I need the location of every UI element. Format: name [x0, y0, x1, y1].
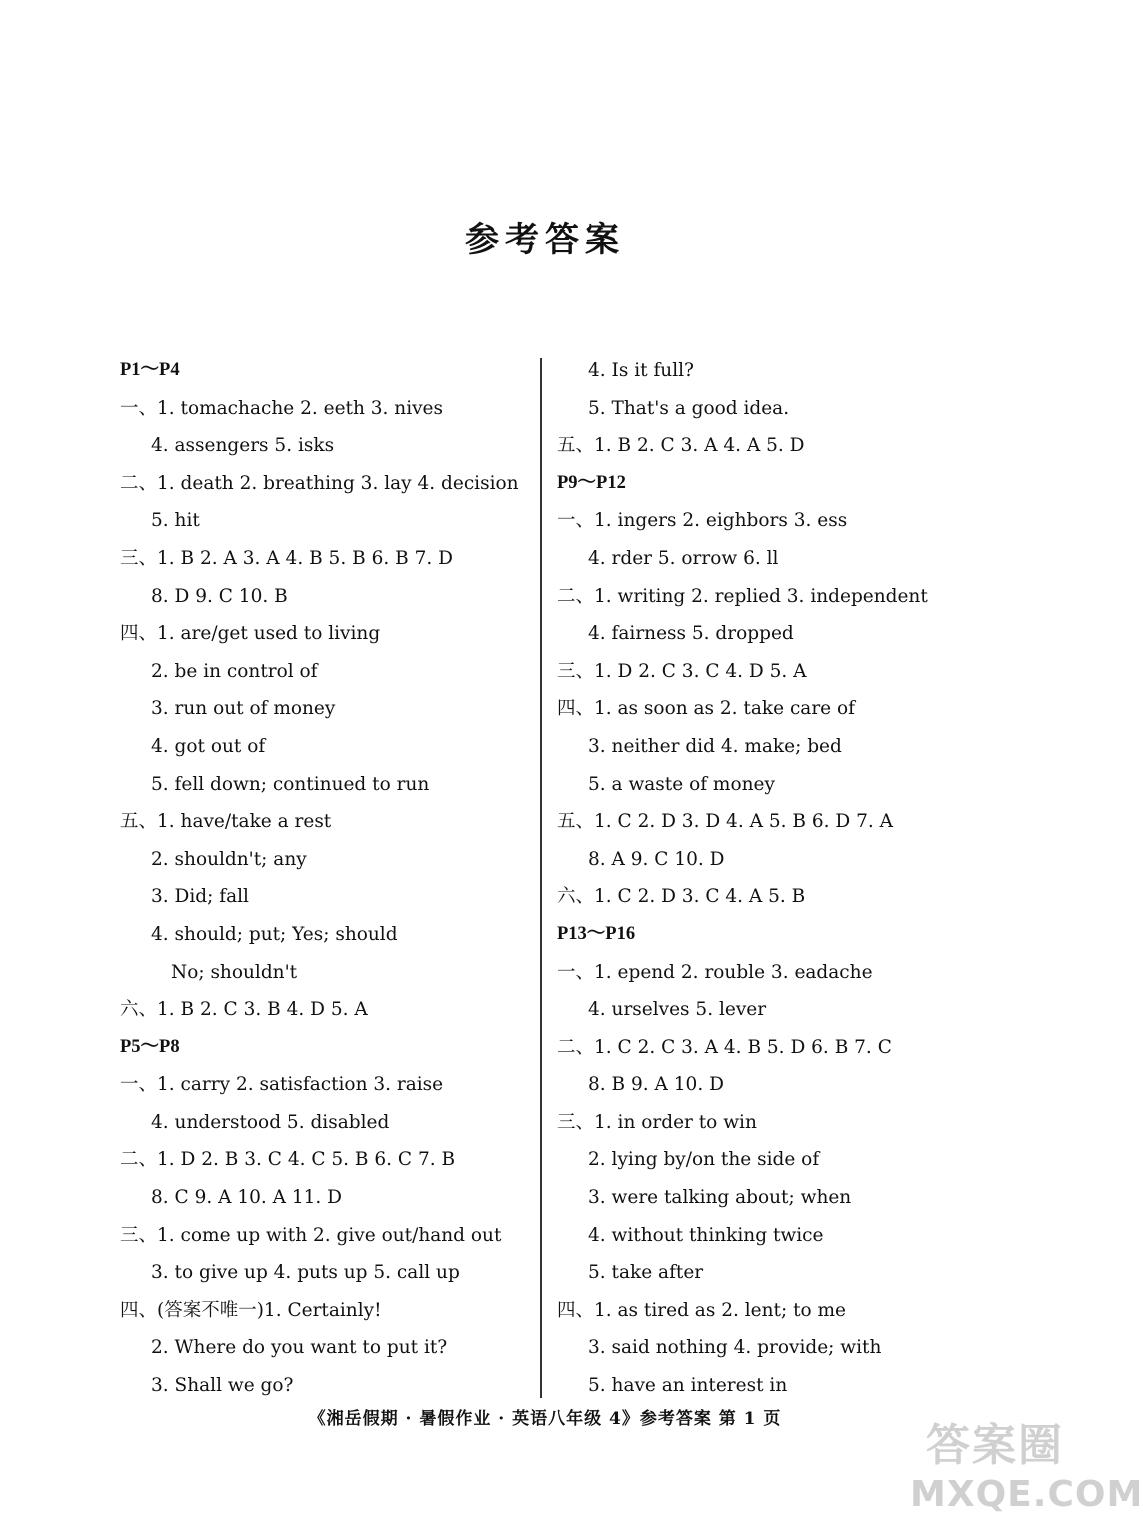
answer-line: 一、1. tomachache 2. eeth 3. nives: [120, 397, 444, 419]
answer-line: 3. Did; fall: [151, 886, 249, 908]
answer-line: 四、1. as soon as 2. take care of: [557, 698, 855, 720]
answer-line: 三、1. B 2. A 3. A 4. B 5. B 6. B 7. D: [120, 547, 453, 569]
answer-line: 4. urselves 5. lever: [588, 999, 767, 1021]
answer-line: 三、1. D 2. C 3. C 4. D 5. A: [557, 660, 807, 682]
answer-line: 4. got out of: [151, 735, 266, 757]
answer-line: 4. without thinking twice: [588, 1224, 824, 1246]
answer-line: 三、1. in order to win: [557, 1111, 757, 1133]
answer-line: 5. have an interest in: [588, 1375, 788, 1397]
answer-line: 2. shouldn't; any: [151, 848, 307, 870]
answer-line: 8. A 9. C 10. D: [588, 848, 725, 870]
answer-line: 3. run out of money: [151, 698, 336, 720]
section-heading: P5～P8: [120, 1036, 180, 1057]
answer-line: 8. D 9. C 10. B: [151, 585, 288, 607]
answer-line: 一、1. carry 2. satisfaction 3. raise: [120, 1074, 444, 1096]
column-divider: [540, 358, 542, 1398]
right-answer-column: [557, 352, 977, 1405]
watermark-logo: [910, 1420, 1143, 1530]
answer-line: 二、1. writing 2. replied 3. independent: [557, 585, 928, 607]
answer-line: 3. to give up 4. puts up 5. call up: [151, 1262, 460, 1284]
answer-line: 4. assengers 5. isks: [151, 435, 335, 457]
answer-line: 二、1. C 2. C 3. A 4. B 5. D 6. B 7. C: [557, 1036, 892, 1058]
answer-line: 8. C 9. A 10. A 11. D: [151, 1187, 343, 1209]
answer-line: 二、1. D 2. B 3. C 4. C 5. B 6. C 7. B: [120, 1149, 456, 1171]
answer-line: 四、1. as tired as 2. lent; to me: [557, 1299, 847, 1321]
answer-line: 2. be in control of: [151, 660, 318, 682]
answer-line: 5. a waste of money: [588, 773, 775, 795]
answer-line: 5. take after: [588, 1262, 704, 1284]
answer-line: 五、1. C 2. D 3. D 4. A 5. B 6. D 7. A: [557, 811, 893, 833]
answer-line: 一、1. epend 2. rouble 3. eadache: [557, 961, 873, 983]
answer-line: 4. Is it full?: [588, 360, 694, 381]
answer-line: 四、(答案不唯一)1. Certainly!: [120, 1299, 382, 1321]
answer-line: 二、1. death 2. breathing 3. lay 4. decision: [120, 472, 519, 494]
answer-line: 8. B 9. A 10. D: [588, 1074, 724, 1096]
answer-line: 四、1. are/get used to living: [120, 623, 381, 645]
answer-line: 4. rder 5. orrow 6. ll: [588, 547, 779, 569]
answer-line: 2. lying by/on the side of: [588, 1149, 820, 1171]
answer-line: 一、1. ingers 2. eighbors 3. ess: [557, 510, 848, 532]
left-answer-column: [120, 352, 530, 1405]
answer-line: 4. should; put; Yes; should: [151, 923, 398, 945]
page-title: 参考答案: [465, 220, 625, 260]
answer-line: 三、1. come up with 2. give out/hand out: [120, 1224, 502, 1246]
answer-line: 5. hit: [151, 510, 200, 532]
answer-line: 4. understood 5. disabled: [151, 1111, 390, 1133]
answer-line: 3. neither did 4. make; bed: [588, 735, 842, 757]
answer-line: 五、1. have/take a rest: [120, 811, 332, 833]
answer-line: 六、1. B 2. C 3. B 4. D 5. A: [120, 999, 368, 1021]
answer-line: 五、1. B 2. C 3. A 4. A 5. D: [557, 435, 805, 457]
answer-line: 4. fairness 5. dropped: [588, 623, 794, 645]
answer-line: No; shouldn't: [171, 961, 298, 983]
section-heading: P9～P12: [557, 472, 626, 493]
watermark-logo-text: 答案圈: [926, 1420, 1064, 1471]
watermark-url: MXQE.COM: [910, 1474, 1143, 1515]
answer-line: 5. That's a good idea.: [588, 397, 790, 419]
answer-line: 3. were talking about; when: [588, 1187, 852, 1209]
answer-line: 2. Where do you want to put it?: [151, 1337, 448, 1359]
answer-line: 六、1. C 2. D 3. C 4. A 5. B: [557, 886, 806, 908]
answer-line: 3. said nothing 4. provide; with: [588, 1337, 882, 1359]
answer-line: 5. fell down; continued to run: [151, 773, 430, 795]
answer-line: 3. Shall we go?: [151, 1375, 294, 1397]
section-heading: P1～P4: [120, 360, 180, 380]
page-footer: 《湘岳假期 · 暑假作业 · 英语八年级 4》参考答案 第 1 页: [308, 1409, 782, 1429]
section-heading: P13～P16: [557, 923, 636, 944]
